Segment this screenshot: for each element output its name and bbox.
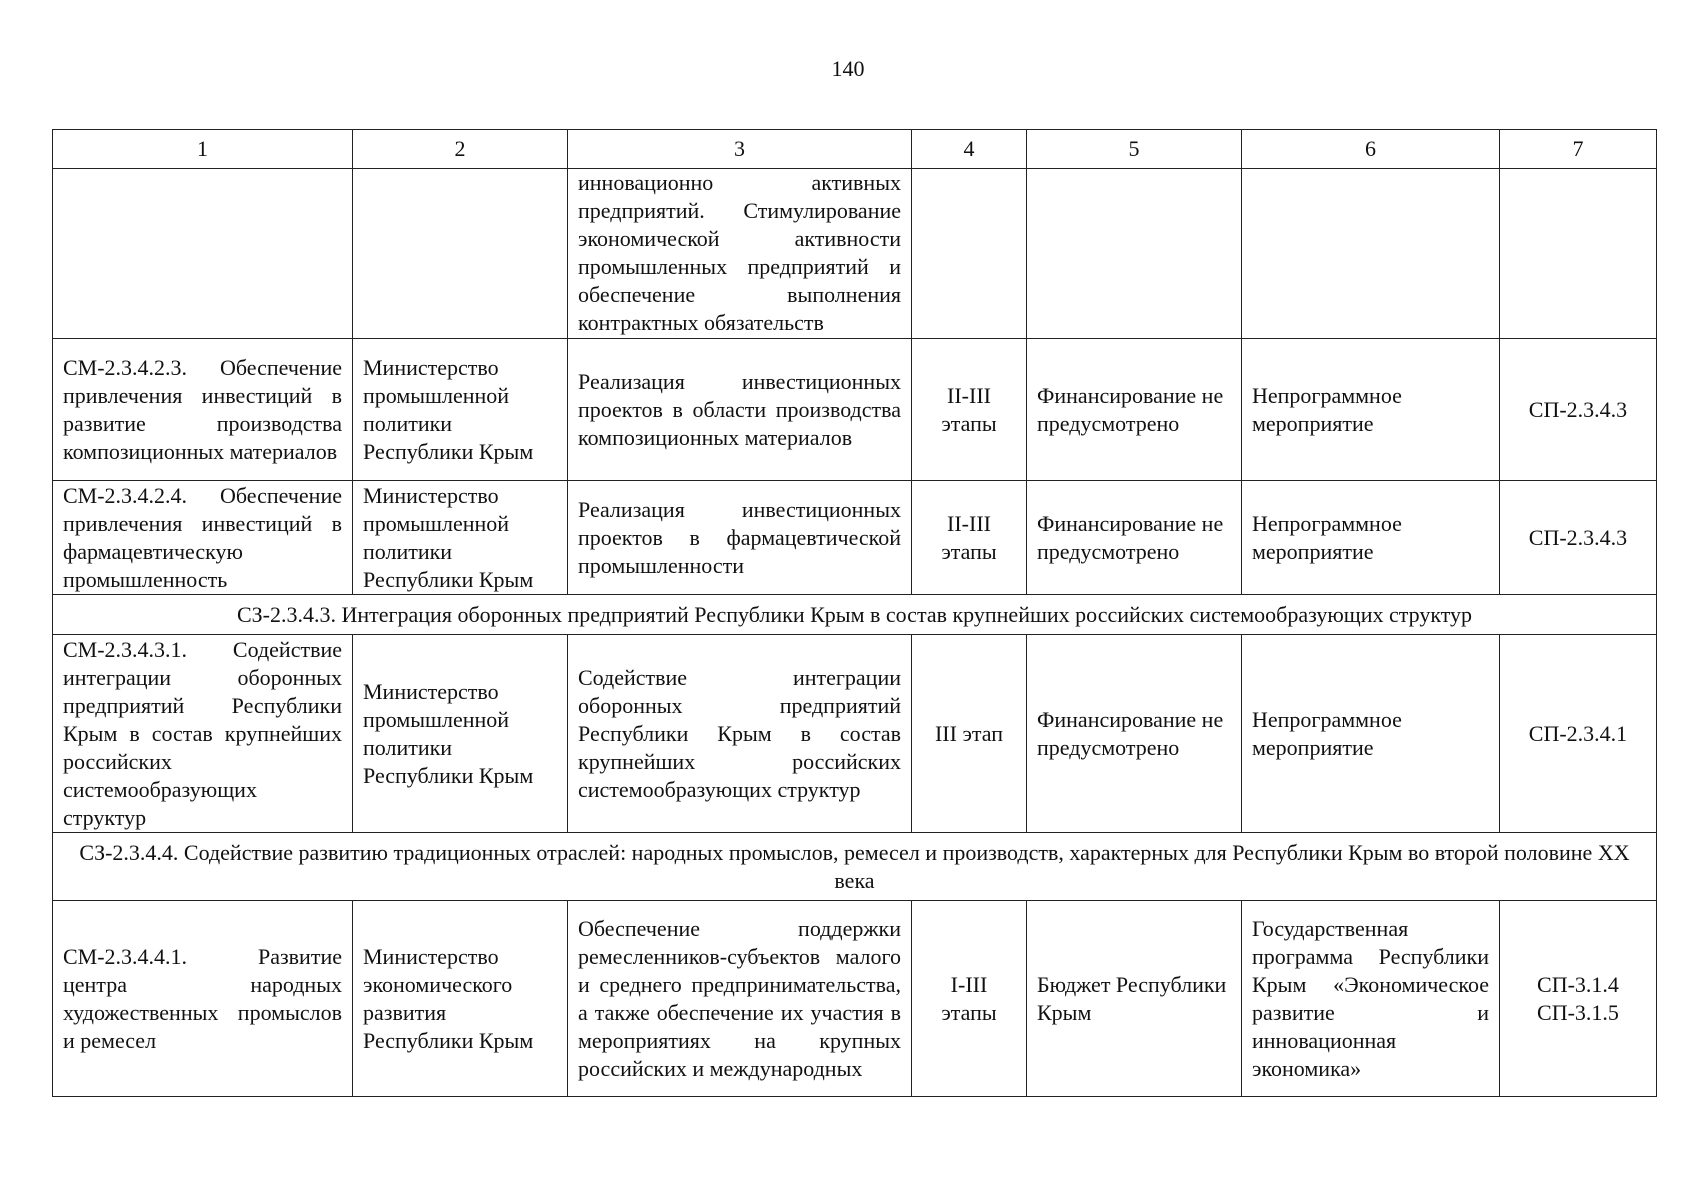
table-cell	[1500, 169, 1657, 339]
section-row	[53, 595, 1657, 635]
result-cell: Реализация инвестиционных проектов в области производства композиционных материалов	[568, 339, 912, 481]
column-header: 5	[1027, 130, 1242, 169]
financing-cell: Финансирование не предусмотрено	[1027, 339, 1242, 481]
stages-cell: II-III этапы	[912, 481, 1027, 595]
link-code: СП-3.1.4	[1537, 971, 1619, 997]
table-row	[53, 339, 1657, 481]
column-header: 3	[568, 130, 912, 169]
financing-cell: Бюджет Республики Крым	[1027, 901, 1242, 1097]
section-title: СЗ-2.3.4.3. Интеграция оборонных предприятий Республики Крым в состав крупнейших российских системообразующих структур	[53, 595, 1657, 635]
responsible-cell: Министерство промышленной политики Республики Крым	[353, 339, 568, 481]
link-code: СП-3.1.5	[1537, 999, 1619, 1025]
program-cell: Государственная программа Республики Крым «Экономическое развитие и инновационная экономика»	[1242, 901, 1500, 1097]
header-row	[53, 130, 1657, 169]
table-row	[53, 169, 1657, 339]
section-title: СЗ-2.3.4.4. Содействие развитию традиционных отраслей: народных промыслов, ремесел и производств, характерных для Республики Крым во второй половине XX века	[53, 833, 1657, 901]
program-cell: Непрограммное мероприятие	[1242, 481, 1500, 595]
table-cell	[1027, 169, 1242, 339]
column-header: 2	[353, 130, 568, 169]
link-cell: СП-2.3.4.3	[1500, 339, 1657, 481]
column-header: 7	[1500, 130, 1657, 169]
measure-cell: СМ-2.3.4.2.3. Обеспечение привлечения инвестиций в развитие производства композиционных материалов	[53, 339, 353, 481]
measures-table	[52, 129, 1657, 1097]
stages-cell: III этап	[912, 635, 1027, 833]
financing-cell: Финансирование не предусмотрено	[1027, 635, 1242, 833]
program-cell: Непрограммное мероприятие	[1242, 635, 1500, 833]
measure-cell: СМ-2.3.4.2.4. Обеспечение привлечения инвестиций в фармацевтическую промышленность	[53, 481, 353, 595]
stages-cell: II-III этапы	[912, 339, 1027, 481]
link-cell	[1500, 901, 1657, 1097]
result-cell: Реализация инвестиционных проектов в фармацевтической промышленности	[568, 481, 912, 595]
table-row	[53, 635, 1657, 833]
continuation-cell: инновационно активных предприятий. Стимулирование экономической активности промышленных предприятий и обеспечение выполнения контрактных обязательств	[568, 169, 912, 339]
table-cell	[353, 169, 568, 339]
column-header: 1	[53, 130, 353, 169]
result-cell: Обеспечение поддержки ремесленников-субъектов малого и среднего предпринимательства, а также обеспечение их участия в мероприятиях на крупных российских и международных	[568, 901, 912, 1097]
table-cell	[912, 169, 1027, 339]
section-row	[53, 833, 1657, 901]
program-cell: Непрограммное мероприятие	[1242, 339, 1500, 481]
financing-cell: Финансирование не предусмотрено	[1027, 481, 1242, 595]
table-row	[53, 481, 1657, 595]
page-number: 140	[831, 56, 865, 81]
link-cell: СП-2.3.4.1	[1500, 635, 1657, 833]
responsible-cell: Министерство промышленной политики Республики Крым	[353, 481, 568, 595]
responsible-cell: Министерство промышленной политики Республики Крым	[353, 635, 568, 833]
measure-cell: СМ-2.3.4.4.1. Развитие центра народных художественных промыслов и ремесел	[53, 901, 353, 1097]
table-cell	[53, 169, 353, 339]
stages-cell: I-III этапы	[912, 901, 1027, 1097]
table-cell	[1242, 169, 1500, 339]
table-row	[53, 901, 1657, 1097]
column-header: 6	[1242, 130, 1500, 169]
result-cell: Содействие интеграции оборонных предприятий Республики Крым в состав крупнейших российских системообразующих структур	[568, 635, 912, 833]
measure-cell: СМ-2.3.4.3.1. Содействие интеграции оборонных предприятий Республики Крым в состав крупнейших российских системообразующих структур	[53, 635, 353, 833]
link-cell: СП-2.3.4.3	[1500, 481, 1657, 595]
responsible-cell: Министерство экономического развития Республики Крым	[353, 901, 568, 1097]
column-header: 4	[912, 130, 1027, 169]
